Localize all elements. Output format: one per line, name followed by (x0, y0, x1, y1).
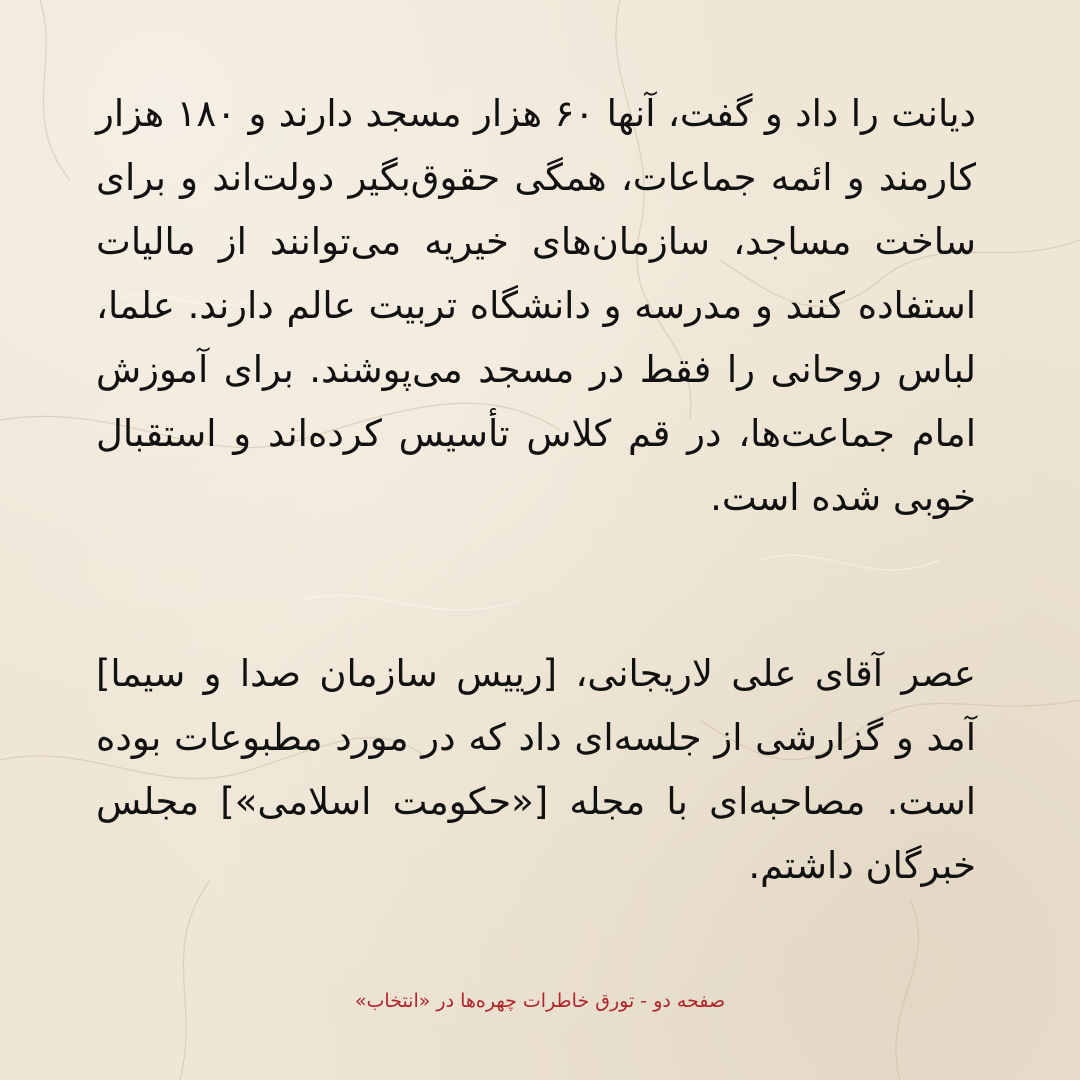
paragraph-2: عصر آقای علی لاریجانی، [رییس سازمان صدا و سیما] آمد و گزارشی از جلسه‌ای داد که در مورد مطبوعات بوده است. مصاحبه‌ای با مجله [«حکومت اسلامی»] مجلس خبرگان داشتم. (96, 652, 976, 887)
footer-caption: صفحه دو - تورق خاطرات چهره‌ها در «انتخاب» (354, 990, 726, 1012)
paragraph-1: دیانت را داد و گفت، آنها ۶۰ هزار مسجد دارند و ۱۸۰ هزار کارمند و ائمه جماعات، همگی حقوق‌بگیر دولت‌اند و برای ساخت مساجد، سازمان‌های خیریه می‌توانند از مالیات استفاده کنند و مدرسه و دانشگاه تربیت عالم دارند. علما، لباس روحانی را فقط در مسجد می‌پوشند. برای آموزش امام جماعت‌ها، در قم کلاس تأسیس کرده‌اند و استقبال خوبی شده است. (96, 92, 976, 519)
